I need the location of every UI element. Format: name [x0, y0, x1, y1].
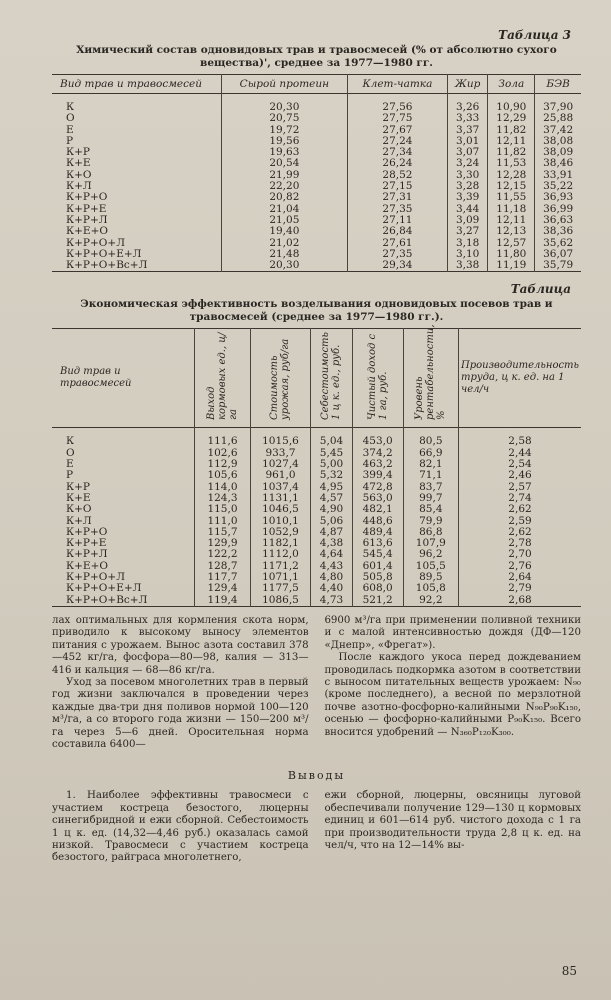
header-net-income — [352, 329, 403, 428]
table-cell: 961,0 — [250, 470, 311, 481]
table-cell: 21,04 — [221, 204, 347, 215]
row-species: К+Р+О — [66, 191, 108, 204]
table-cell: 463,2 — [352, 459, 403, 470]
header-fiber: Клет-чатка — [347, 75, 447, 94]
table-cell: 105,6 — [195, 470, 250, 481]
table-row — [52, 527, 581, 538]
paragraph: После каждого укоса перед дождеванием проводилась подкормка азотом в соответствии с выносом питательных веществ урожаем: N₉₀ (кроме последнего), а весной по мерзлотной почве азотно-фосфорно-калийными N₉₀P₉₀K₁₅₀, осенью — фосфорно-калийными P₉₀K₁₅₀. Всего вносится удобрений — N₃₆₀P₁₂₀K₃₀₀. — [324, 652, 581, 738]
row-species: К+Р+Л — [66, 548, 108, 561]
row-species: К+Р+О+Е+Л — [66, 582, 142, 595]
table-cell: 22,20 — [221, 181, 347, 192]
table-cell: 115,0 — [195, 504, 250, 515]
table-cell: 27,15 — [347, 181, 447, 192]
table-row — [52, 260, 581, 272]
table-row — [52, 459, 581, 470]
table-cell: 92,2 — [403, 595, 458, 607]
table-cell: 21,05 — [221, 215, 347, 226]
table-cell: 38,08 — [535, 136, 581, 147]
conclusions-right-column — [324, 790, 581, 864]
table-row — [52, 94, 581, 114]
row-species: К+Р+Е — [66, 537, 107, 550]
table-cell: 4,64 — [311, 549, 352, 560]
table-cell: 489,4 — [352, 527, 403, 538]
table-row — [52, 448, 581, 459]
paragraph: 6900 м³/га при применении поливной техники и с малой интенсивностью дождя (ДФ—120 «Днепр», «Фрегат»). — [324, 614, 581, 651]
header-crop-value-text: Стоимость урожая, руб/га — [269, 339, 292, 421]
table-cell: 10,90 — [488, 94, 535, 114]
table-cell: 1046,5 — [250, 504, 311, 515]
table-cell: 21,48 — [221, 249, 347, 260]
table-cell: 21,02 — [221, 238, 347, 249]
table-row — [52, 470, 581, 481]
page-number: 85 — [561, 964, 577, 978]
row-species: К+Р+О+Вс+Л — [66, 593, 148, 606]
table-cell: 102,6 — [195, 448, 250, 459]
table-cell: 11,82 — [488, 125, 535, 136]
table-cell: 2,59 — [458, 516, 581, 527]
table-cell: 12,15 — [488, 181, 535, 192]
table-cell: 399,4 — [352, 470, 403, 481]
header-cost-price — [311, 329, 352, 428]
table4-title: Экономическая эффективность возделывания одновидовых посевов трав и травосмесей (среднее за 1977—1980 гг.). — [80, 298, 553, 324]
table-cell: 448,6 — [352, 516, 403, 527]
table-cell: 11,53 — [488, 158, 535, 169]
header-profitability — [403, 324, 458, 428]
row-species: К+Е — [66, 157, 91, 170]
table-cell: 27,35 — [347, 249, 447, 260]
table-cell: 37,42 — [535, 125, 581, 136]
table-cell: 26,24 — [347, 158, 447, 169]
table-cell: 35,22 — [535, 181, 581, 192]
table-cell: 1086,5 — [250, 595, 311, 607]
table-cell: 3,28 — [447, 181, 487, 192]
body-text — [52, 615, 581, 751]
row-species: Е — [66, 123, 74, 136]
table-cell: 28,52 — [347, 170, 447, 181]
header-bev: БЭВ — [535, 75, 581, 94]
table-cell: 89,5 — [403, 572, 458, 583]
table-cell: 563,0 — [352, 493, 403, 504]
table-cell: 2,62 — [458, 527, 581, 538]
table-cell: 19,40 — [221, 226, 347, 237]
table-row — [52, 226, 581, 237]
table-cell: 4,90 — [311, 504, 352, 515]
table-cell: 20,30 — [221, 94, 347, 114]
table-cell: 20,75 — [221, 113, 347, 124]
table-cell: 505,8 — [352, 572, 403, 583]
table-row — [52, 428, 581, 448]
table-cell: 3,37 — [447, 125, 487, 136]
table-row — [52, 516, 581, 527]
table-cell: 11,80 — [488, 249, 535, 260]
header-feed-yield — [195, 329, 250, 428]
header-fat: Жир — [447, 75, 487, 94]
table-cell: 27,67 — [347, 125, 447, 136]
table-cell: 4,95 — [311, 482, 352, 493]
row-species: К+Л — [66, 514, 92, 527]
table-cell: 545,4 — [352, 549, 403, 560]
table-cell: 27,35 — [347, 204, 447, 215]
table-cell: 122,2 — [195, 549, 250, 560]
table-row — [52, 113, 581, 124]
table-cell: 115,7 — [195, 527, 250, 538]
table-cell: 27,61 — [347, 238, 447, 249]
table-cell: 3,26 — [447, 94, 487, 114]
table-cell: 3,07 — [447, 147, 487, 158]
paragraph: 1. Наиболее эффективны травосмеси с участием костреца безостого, люцерны синегибридной и ежи сборной. Себестоимость 1 ц к. ед. (14,32—4,46 руб.) оказалась самой низкой. Травосмеси с участием костреца безостого, райграса многолетнего, — [52, 790, 309, 864]
table-cell: 124,3 — [195, 493, 250, 504]
table-cell: 12,11 — [488, 215, 535, 226]
table-cell: 482,1 — [352, 504, 403, 515]
table-cell: 5,00 — [311, 459, 352, 470]
header-labor-productivity: Производительность труда, ц к. ед. на 1 чел/ч — [458, 329, 581, 428]
table-cell: 601,4 — [352, 561, 403, 572]
table-row — [52, 583, 581, 594]
table-cell: 608,0 — [352, 583, 403, 594]
table4-body — [52, 428, 581, 606]
row-species: К+Е — [66, 491, 91, 504]
table-cell: 25,88 — [535, 113, 581, 124]
table-cell: 33,91 — [535, 170, 581, 181]
table-cell: 36,07 — [535, 249, 581, 260]
table-cell: 5,06 — [311, 516, 352, 527]
table-cell: 12,11 — [488, 136, 535, 147]
body-right-column — [324, 615, 581, 751]
table-cell: 4,40 — [311, 583, 352, 594]
table-cell: 27,56 — [347, 94, 447, 114]
table-cell: 38,36 — [535, 226, 581, 237]
table-cell: 2,70 — [458, 549, 581, 560]
table-cell: 4,73 — [311, 595, 352, 607]
table-cell: 12,13 — [488, 226, 535, 237]
table-cell: 2,44 — [458, 448, 581, 459]
table-cell: 105,5 — [403, 561, 458, 572]
table-cell: 38,09 — [535, 147, 581, 158]
table-row — [52, 192, 581, 203]
table-cell: 2,64 — [458, 572, 581, 583]
header-ash: Зола — [488, 75, 535, 94]
table-cell: 80,5 — [403, 428, 458, 448]
table-cell: 105,8 — [403, 583, 458, 594]
table3-body — [52, 94, 581, 272]
table-cell: 27,34 — [347, 147, 447, 158]
table-cell: 1171,2 — [250, 561, 311, 572]
row-species: К+Р — [66, 480, 90, 493]
table-cell: 107,9 — [403, 538, 458, 549]
table-cell: 111,6 — [195, 428, 250, 448]
table-cell: 36,93 — [535, 192, 581, 203]
table-cell: 19,56 — [221, 136, 347, 147]
table-cell: 3,18 — [447, 238, 487, 249]
economic-efficiency-table — [52, 324, 581, 606]
table-cell: 29,34 — [347, 260, 447, 272]
paragraph: лах оптимальных для кормления скота норм, приводило к высокому выносу элементов питания с урожаем. Вынос азота составил 378—452 кг/га, фосфора—80—98, калия — 313—416 и кальция — 68—86 кг/га. — [52, 614, 309, 676]
table-cell: 35,62 — [535, 238, 581, 249]
table-row — [52, 493, 581, 504]
table-cell: 2,57 — [458, 482, 581, 493]
header-profitability-text: Уровень рентабельности, % — [414, 324, 448, 421]
table-cell: 1010,1 — [250, 516, 311, 527]
row-species: К+Р+О+Вс+Л — [66, 259, 148, 272]
table-cell: 521,2 — [352, 595, 403, 607]
row-species: О — [66, 446, 75, 459]
table-cell: 1177,5 — [250, 583, 311, 594]
table-cell: 4,38 — [311, 538, 352, 549]
table-cell: 2,74 — [458, 493, 581, 504]
table-cell: 472,8 — [352, 482, 403, 493]
table-cell: 12,29 — [488, 113, 535, 124]
table-cell: 2,68 — [458, 595, 581, 607]
table-cell: 3,01 — [447, 136, 487, 147]
row-species: К+Е+О — [66, 225, 108, 238]
table-cell: 5,04 — [311, 428, 352, 448]
conclusions-left-column — [52, 790, 309, 864]
table-cell: 79,9 — [403, 516, 458, 527]
table-cell: 1027,4 — [250, 459, 311, 470]
table-row — [52, 549, 581, 560]
table-cell: 11,82 — [488, 147, 535, 158]
row-species: К+О — [66, 168, 92, 181]
table-cell: 19,63 — [221, 147, 347, 158]
table-cell: 11,18 — [488, 204, 535, 215]
conclusions-text — [52, 790, 581, 864]
table-cell: 38,46 — [535, 158, 581, 169]
table-cell: 27,24 — [347, 136, 447, 147]
table-cell: 85,4 — [403, 504, 458, 515]
row-species: К+Р+О — [66, 525, 108, 538]
table-cell: 35,79 — [535, 260, 581, 272]
paragraph: ежи сборной, люцерны, овсяницы луговой обеспечивали получение 129—130 ц кормовых единиц и 601—614 руб. чистого дохода с 1 га при производительности труда 2,8 ц к. ед. на чел/ч, что на 12—14% вы- — [324, 790, 581, 851]
table-cell: 613,6 — [352, 538, 403, 549]
table-cell: 86,8 — [403, 527, 458, 538]
header-net-income-text: Чистый доход с 1 га, руб. — [366, 334, 389, 421]
table-row — [52, 595, 581, 607]
header-species: Вид трав и травосмесей — [60, 78, 202, 90]
table-cell: 3,24 — [447, 158, 487, 169]
table-cell: 3,09 — [447, 215, 487, 226]
row-species: К+Р — [66, 146, 90, 159]
table-cell: 2,58 — [458, 428, 581, 448]
table-cell: 83,7 — [403, 482, 458, 493]
table-cell: 5,32 — [311, 470, 352, 481]
header-protein: Сырой протеин — [221, 75, 347, 94]
row-species: К+Е+О — [66, 559, 108, 572]
conclusions-heading: Выводы — [287, 769, 346, 783]
table-cell: 20,54 — [221, 158, 347, 169]
table-cell: 453,0 — [352, 428, 403, 448]
header-cost-price-text: Себестоимость 1 ц к. ед., руб. — [320, 332, 343, 421]
table-cell: 3,27 — [447, 226, 487, 237]
table-row — [52, 482, 581, 493]
table-cell: 3,30 — [447, 170, 487, 181]
table-cell: 128,7 — [195, 561, 250, 572]
table-cell: 1112,0 — [250, 549, 311, 560]
table-cell: 21,99 — [221, 170, 347, 181]
table-cell: 1015,6 — [250, 428, 311, 448]
header-species: Вид трав и травосмесей — [60, 366, 132, 390]
table-cell: 2,54 — [458, 459, 581, 470]
body-left-column — [52, 615, 309, 751]
table-cell: 1131,1 — [250, 493, 311, 504]
row-species: Р — [66, 134, 74, 147]
table-cell: 26,84 — [347, 226, 447, 237]
table-row — [52, 561, 581, 572]
table-cell: 37,90 — [535, 94, 581, 114]
table-cell: 129,9 — [195, 538, 250, 549]
table-cell: 20,82 — [221, 192, 347, 203]
row-species: К+Р+Е — [66, 202, 107, 215]
table-cell: 3,44 — [447, 204, 487, 215]
table-cell: 71,1 — [403, 470, 458, 481]
table-cell: 36,63 — [535, 215, 581, 226]
table-row — [52, 538, 581, 549]
row-species: К+Р+О+Л — [66, 236, 125, 249]
table-cell: 111,0 — [195, 516, 250, 527]
table-cell: 1071,1 — [250, 572, 311, 583]
table-cell: 11,55 — [488, 192, 535, 203]
table-cell: 1182,1 — [250, 538, 311, 549]
table-cell: 2,79 — [458, 583, 581, 594]
table-cell: 4,57 — [311, 493, 352, 504]
table-cell: 114,0 — [195, 482, 250, 493]
row-species: К+Л — [66, 180, 92, 193]
table-cell: 3,10 — [447, 249, 487, 260]
row-species: О — [66, 112, 75, 125]
table-cell: 1052,9 — [250, 527, 311, 538]
header-crop-value — [250, 329, 311, 428]
row-species: К — [66, 435, 75, 448]
table-cell: 27,11 — [347, 215, 447, 226]
table-cell: 12,57 — [488, 238, 535, 249]
row-species: Р — [66, 469, 74, 482]
table-cell: 27,75 — [347, 113, 447, 124]
row-species: К+Р+Л — [66, 213, 108, 226]
table-cell: 82,1 — [403, 459, 458, 470]
table-cell: 119,4 — [195, 595, 250, 607]
table-cell: 2,78 — [458, 538, 581, 549]
row-species: К+Р+О+Л — [66, 571, 125, 584]
table-cell: 2,76 — [458, 561, 581, 572]
chemical-composition-table — [52, 74, 581, 272]
table-cell: 3,38 — [447, 260, 487, 272]
table-row — [52, 504, 581, 515]
table-cell: 374,2 — [352, 448, 403, 459]
paragraph: Уход за посевом многолетних трав в первый год жизни заключался в проведении через каждые два-три дня поливов нормой 100—120 м³/га, а со второго года жизни — 150—200 м³/га через 5—6 дней. Оросительная норма составила 6400— — [52, 676, 309, 750]
table-cell: 12,28 — [488, 170, 535, 181]
table-cell: 99,7 — [403, 493, 458, 504]
table-cell: 20,30 — [221, 260, 347, 272]
table-cell: 19,72 — [221, 125, 347, 136]
table3-label: Таблица 3 — [498, 28, 571, 42]
table-cell: 4,43 — [311, 561, 352, 572]
table4-label: Таблица — [510, 282, 571, 297]
row-species: К — [66, 101, 75, 113]
table-cell: 3,39 — [447, 192, 487, 203]
row-species: К+Р+О+Е+Л — [66, 247, 142, 260]
table-cell: 1037,4 — [250, 482, 311, 493]
table-cell: 112,9 — [195, 459, 250, 470]
table-cell: 27,31 — [347, 192, 447, 203]
table-cell: 3,33 — [447, 113, 487, 124]
table-cell: 66,9 — [403, 448, 458, 459]
table-cell: 4,80 — [311, 572, 352, 583]
table3-header — [52, 75, 581, 94]
table4-header — [52, 324, 581, 428]
table-cell: 117,7 — [195, 572, 250, 583]
table-cell: 129,4 — [195, 583, 250, 594]
table-cell: 2,46 — [458, 470, 581, 481]
table-cell: 96,2 — [403, 549, 458, 560]
header-feed-yield-text: Выход кормовых ед., ц/га — [205, 332, 239, 421]
table-cell: 5,45 — [311, 448, 352, 459]
row-species: К+О — [66, 503, 92, 516]
table-cell: 11,19 — [488, 260, 535, 272]
table-cell: 36,99 — [535, 204, 581, 215]
table-cell: 933,7 — [250, 448, 311, 459]
row-species: Е — [66, 458, 74, 471]
table3-title: Химический состав одновидовых трав и травосмесей (% от абсолютно сухого вещества)', среднее за 1977—1980 гг. — [76, 44, 557, 69]
table-cell: 2,62 — [458, 504, 581, 515]
table-cell: 4,87 — [311, 527, 352, 538]
